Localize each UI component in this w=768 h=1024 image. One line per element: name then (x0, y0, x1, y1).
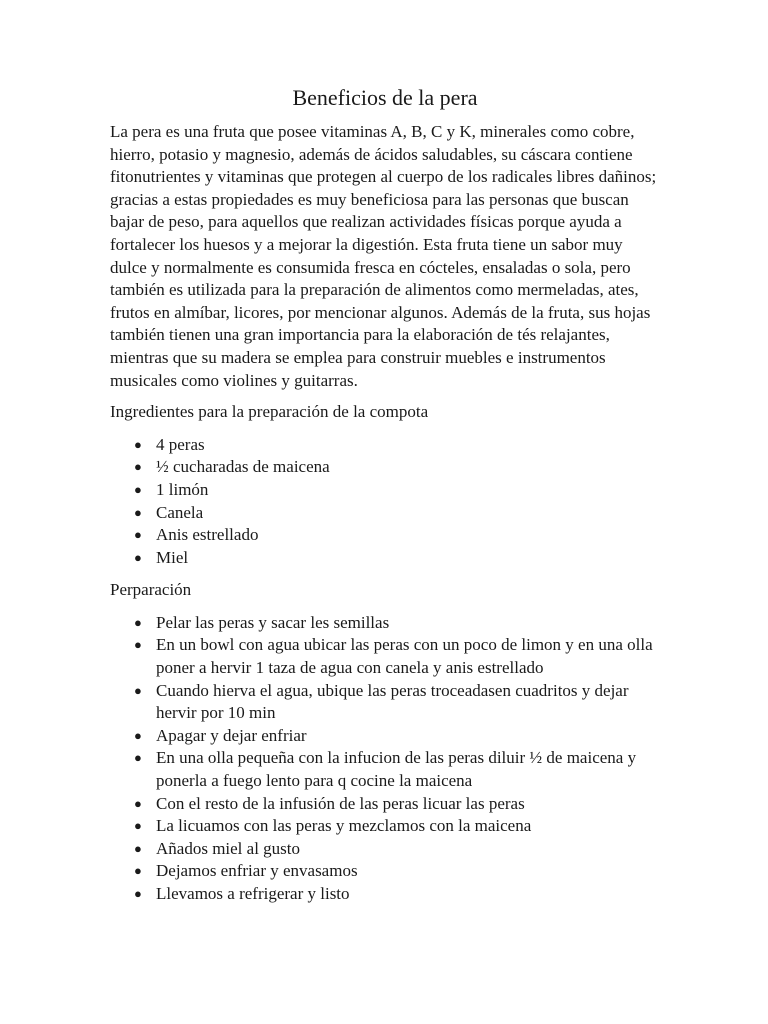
bullet-icon: ● (134, 481, 142, 497)
ingredient-text: Canela (156, 502, 204, 522)
step-text: La licuamos con las peras y mezclamos con la maicena (156, 816, 532, 836)
list-item (110, 434, 660, 457)
step-text: Cuando hierva el agua, ubique las peras troceadasen cuadritos y dejar hervir por 10 min (156, 680, 629, 723)
ingredient-text: 1 limón (156, 479, 209, 499)
ingredient-text: 4 peras (156, 434, 205, 454)
list-item (110, 883, 660, 906)
bullet-icon: ● (134, 682, 142, 698)
bullet-icon: ● (134, 459, 142, 475)
bullet-icon: ● (134, 727, 142, 743)
step-text: Pelar las peras y sacar les semillas (156, 612, 390, 632)
step-text: Con el resto de la infusión de las peras licuar las peras (156, 793, 525, 813)
step-text: Dejamos enfriar y envasamos (156, 861, 358, 881)
step-text: Añados miel al gusto (156, 838, 301, 858)
list-item (110, 680, 660, 725)
ingredients-heading: Ingredientes para la preparación de la compota (110, 402, 429, 422)
ingredient-text: ½ cucharadas de maicena (156, 457, 330, 477)
list-item (110, 479, 660, 502)
steps-heading: Perparación (110, 580, 192, 600)
bullet-icon: ● (134, 795, 142, 811)
bullet-icon: ● (134, 750, 142, 766)
step-text: En un bowl con agua ubicar las peras con un poco de limon y en una olla poner a hervir 1 taza de agua con canela y anis estrellado (156, 635, 653, 678)
list-item (110, 524, 660, 547)
step-text: Apagar y dejar enfriar (156, 725, 307, 745)
list-item (110, 502, 660, 525)
bullet-icon: ● (134, 637, 142, 653)
ingredient-text: Anis estrellado (156, 525, 259, 545)
bullet-icon: ● (134, 886, 142, 901)
list-item (110, 547, 660, 570)
ingredient-text: Miel (156, 547, 189, 567)
list-item (110, 838, 660, 861)
list-item (110, 860, 660, 883)
intro-paragraph: La pera es una fruta que posee vitaminas A, B, C y K, minerales como cobre, hierro, potasio y magnesio, además de ácidos saludables, su cáscara contiene fitonutrientes y vitaminas que protegen al cuerpo de los radicales libres dañinos; gracias a estas propiedades es muy beneficiosa para las personas que buscan bajar de peso, para aquellos que realizan actividades físicas porque ayuda a fortalecer los huesos y a mejorar la digestión. Esta fruta tiene un sabor muy dulce y normalmente es consumida fresca en cócteles, ensaladas o sola, pero también es utilizada para la preparación de alimentos como mermeladas, ates, frutos en almíbar, licores, por mencionar algunos. Además de la fruta, sus hojas también tienen una gran importancia para la elaboración de tés relajantes, mientras que su madera se emplea para construir muebles e instrumentos musicales como violines y guitarras. (110, 122, 657, 390)
bullet-icon: ● (134, 818, 142, 834)
bullet-icon: ● (134, 614, 142, 630)
steps-list (110, 612, 660, 906)
bullet-icon: ● (134, 436, 142, 452)
bullet-icon: ● (134, 527, 142, 543)
document-title: Beneficios de la pera (292, 85, 478, 110)
list-item (110, 725, 660, 748)
list-item (110, 634, 660, 679)
list-item (110, 612, 660, 635)
list-item (110, 456, 660, 479)
step-text: En una olla pequeña con la infucion de las peras diluir ½ de maicena y ponerla a fuego lento para q cocine la maicena (156, 748, 637, 791)
list-item (110, 747, 660, 792)
ingredients-list (110, 434, 660, 570)
list-item (110, 815, 660, 838)
step-text: Llevamos a refrigerar y listo (156, 884, 350, 903)
bullet-icon: ● (134, 549, 142, 565)
bullet-icon: ● (134, 863, 142, 879)
bullet-icon: ● (134, 840, 142, 856)
list-item (110, 793, 660, 816)
bullet-icon: ● (134, 504, 142, 520)
